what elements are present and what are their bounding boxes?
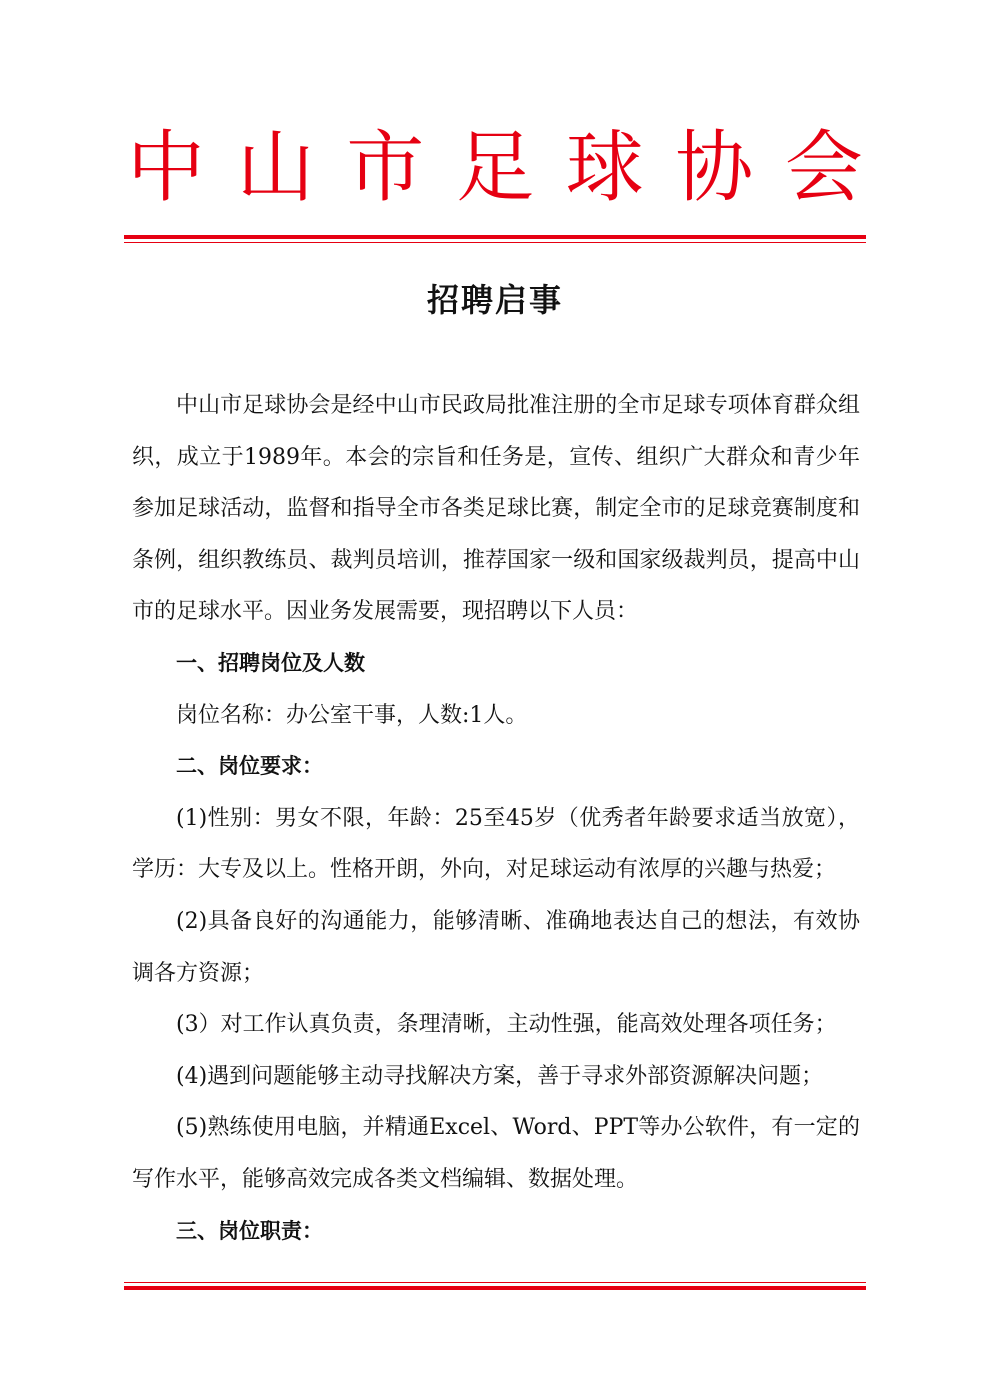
section-heading-requirements: 二、岗位要求： <box>176 754 323 779</box>
org-name-char: 会 <box>784 123 863 213</box>
header-divider-thick <box>124 235 866 239</box>
org-name-header <box>124 118 866 218</box>
requirement-item: (2)具备良好的沟通能力，能够清晰、准确地表达自己的想法，有效协调各方资源； <box>132 908 860 986</box>
section-heading-duties: 三、岗位职责： <box>176 1218 323 1243</box>
document-title: 招聘启事 <box>426 281 563 319</box>
org-name-char: 球 <box>565 123 644 213</box>
org-name-char: 足 <box>455 123 534 213</box>
position-info: 岗位名称：办公室干事，人数:1人。 <box>176 702 528 728</box>
requirement-item: (1)性别：男女不限，年龄：25至45岁（优秀者年龄要求适当放宽），学历：大专及以上。性格开朗，外向，对足球运动有浓厚的兴趣与热爱； <box>132 805 860 883</box>
org-name-char: 市 <box>346 123 425 213</box>
org-name-char: 山 <box>236 123 315 213</box>
header-divider-thin <box>124 242 866 243</box>
requirement-item: (5)熟练使用电脑，并精通Excel、Word、PPT等办公软件，有一定的写作水平，能够高效完成各类文档编辑、数据处理。 <box>132 1115 860 1192</box>
requirement-item: (3）对工作认真负责，条理清晰，主动性强，能高效处理各项任务； <box>176 1012 837 1038</box>
document-body <box>132 380 860 1257</box>
org-name-char: 中 <box>126 123 205 213</box>
intro-paragraph: 中山市足球协会是经中山市民政局批准注册的全市足球专项体育群众组织，成立于1989年。本会的宗旨和任务是，宣传、组织广大群众和青少年参加足球活动，监督和指导全市各类足球比赛，制定全市的足球竞赛制度和条例，组织教练员、裁判员培训，推荐国家一级和国家级裁判员，提高中山市的足球水平。因业务发展需要，现招聘以下人员： <box>132 393 860 625</box>
footer-divider-thick <box>124 1286 866 1290</box>
section-heading-positions: 一、招聘岗位及人数 <box>176 650 365 675</box>
footer-divider-thin <box>124 1282 866 1283</box>
org-name-char: 协 <box>675 123 754 213</box>
requirement-item: (4)遇到问题能够主动寻找解决方案，善于寻求外部资源解决问题； <box>176 1063 824 1089</box>
